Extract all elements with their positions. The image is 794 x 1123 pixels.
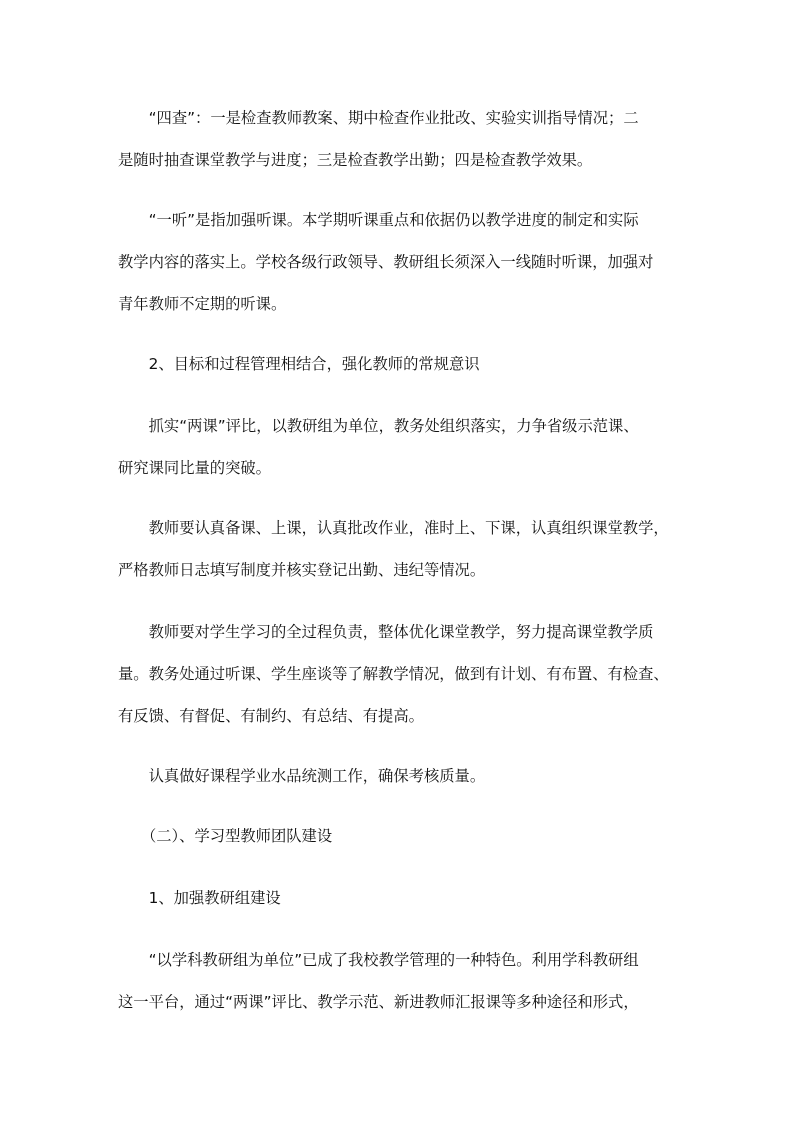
text-line: 这一平台，通过“两课”评比、教学示范、新进教师汇报课等多种途径和形式， xyxy=(118,993,639,1011)
text-line: 教师要对学生学习的全过程负责，整体优化课堂教学，努力提高课堂教学质 xyxy=(118,623,654,641)
text-line: 研究课同比量的突破。 xyxy=(118,459,271,477)
text-line: 是随时抽查课堂教学与进度；三是检查教学出勤；四是检查教学效果。 xyxy=(118,151,593,169)
text-line: “以学科教研组为单位”已成了我校教学管理的一种特色。利用学科教研组 xyxy=(118,951,639,969)
text-line: 量。教务处通过听课、学生座谈等了解教学情况，做到有计划、有布置、有检查、 xyxy=(118,665,669,683)
text-line: 青年教师不定期的听课。 xyxy=(118,295,287,313)
text-line: 有反馈、有督促、有制约、有总结、有提高。 xyxy=(118,707,424,725)
text-line: “一听”是指加强听课。本学期听课重点和依据仍以教学进度的制定和实际 xyxy=(118,211,639,229)
section-heading: （二）、学习型教师团队建设 xyxy=(118,827,333,845)
text-line: 严格教师日志填写制度并核实登记出勤、违纪等情况。 xyxy=(118,561,486,579)
text-line: 抓实“两课”评比，以教研组为单位，教务处组织落实，力争省级示范课、 xyxy=(118,417,639,435)
text-line: “四查”：一是检查教师教案、期中检查作业批改、实验实训指导情况；二 xyxy=(118,109,639,127)
section-heading: 2、目标和过程管理相结合，强化教师的常规意识 xyxy=(118,355,480,373)
text-line: 教师要认真备课、上课，认真批改作业，准时上、下课，认真组织课堂教学， xyxy=(118,519,669,537)
text-line: 教学内容的落实上。学校各级行政领导、教研组长须深入一线随时听课，加强对 xyxy=(118,253,654,271)
text-line: 认真做好课程学业水品统测工作，确保考核质量。 xyxy=(118,767,486,785)
section-heading: 1、加强教研组建设 xyxy=(118,889,281,907)
